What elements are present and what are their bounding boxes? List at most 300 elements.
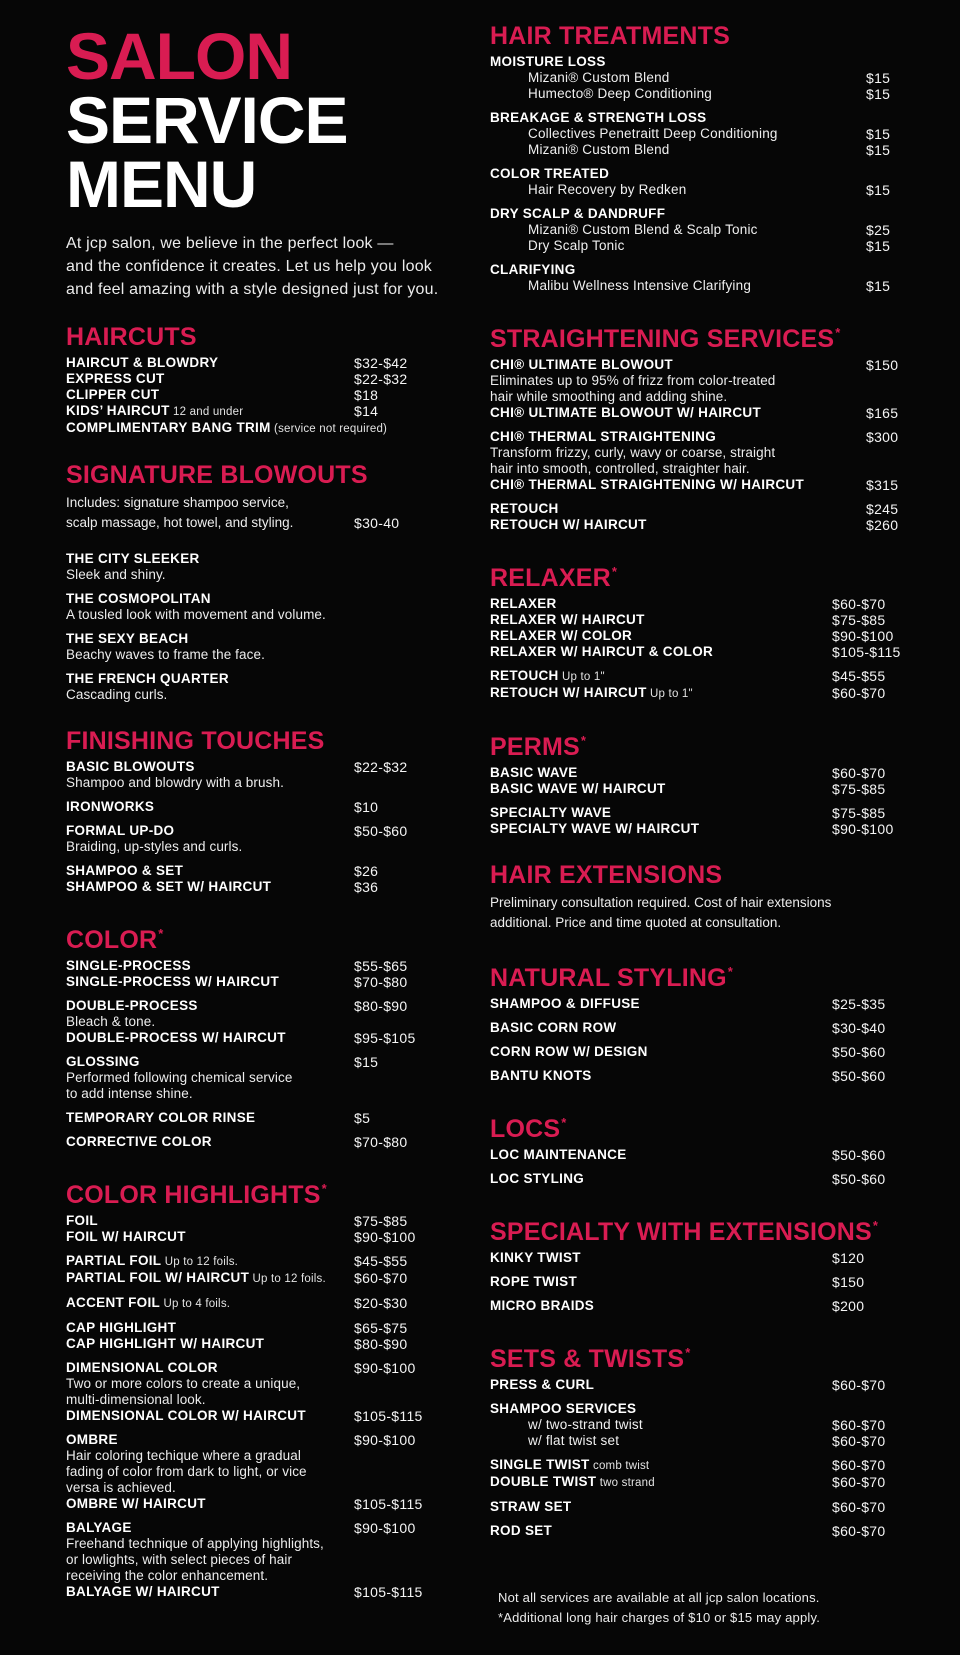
description-line: receiving the color enhancement. [66,1568,269,1583]
section-title-asterisk: * [158,926,164,941]
service-group [490,166,926,198]
service-name: SINGLE-PROCESS [66,958,191,973]
service-name-wrap [490,54,926,70]
service-description [66,687,458,703]
service-group [66,863,458,895]
section-title-text: HAIR EXTENSIONS [490,861,723,889]
service-price: $60-$70 [832,1523,886,1539]
service-group [66,799,458,815]
service-name: DOUBLE TWIST [490,1474,597,1489]
service-row [490,206,926,222]
service-row [66,974,458,990]
service-price: $50-$60 [832,1068,886,1084]
service-row [490,517,926,533]
service-name: BREAKAGE & STRENGTH LOSS [490,110,707,125]
service-description [66,839,458,855]
service-name: RETOUCH W/ HAIRCUT [490,517,647,532]
section-title [490,959,926,991]
service-name: CHI® THERMAL STRAIGHTENING W/ HAIRCUT [490,477,805,492]
service-name: Mizani® Custom Blend [528,142,670,157]
service-name: STRAW SET [490,1499,572,1514]
service-row [66,1054,458,1102]
service-row [66,1520,458,1584]
service-price: $15 [866,238,891,254]
description-line: Eliminates up to 95% of frizz from color-treated [490,373,776,388]
service-price: $60-$70 [832,1417,886,1433]
service-name: SHAMPOO & DIFFUSE [490,996,640,1011]
service-name: BALYAGE W/ HAIRCUT [66,1584,220,1599]
service-row [66,958,458,974]
service-name: DOUBLE-PROCESS [66,998,198,1013]
service-name: LOC MAINTENANCE [490,1147,627,1162]
service-name: KINKY TWIST [490,1250,581,1265]
intro-line: and the confidence it creates. Let us help you look [66,258,432,275]
service-row [490,278,926,294]
section-haircuts [66,325,458,437]
service-group [66,1054,458,1102]
service-group [490,1401,926,1449]
service-row [490,429,926,477]
service-price: $50-$60 [354,823,408,839]
section-hair-treatments [490,24,926,294]
service-row [490,1147,926,1163]
service-name: BASIC CORN ROW [490,1020,617,1035]
service-group [490,1020,926,1036]
service-name: BANTU KNOTS [490,1068,592,1083]
service-name: CHI® ULTIMATE BLOWOUT [490,357,673,372]
service-group [66,1253,458,1287]
section-title [490,863,926,888]
service-group [66,1134,458,1150]
service-name: CLARIFYING [490,262,576,277]
service-group [490,1457,926,1491]
intro-line: and feel amazing with a style designed just for you. [66,281,439,298]
service-name: Humecto® Deep Conditioning [528,86,712,101]
service-description [66,1536,458,1584]
service-name: Mizani® Custom Blend & Scalp Tonic [528,222,758,237]
service-name-wrap [66,879,458,895]
section-hair-extensions [490,863,926,933]
service-group [490,262,926,294]
service-row [66,823,458,855]
service-name: RETOUCH [490,668,559,683]
service-price: $36 [354,879,379,895]
service-name-wrap [490,429,926,445]
section-signature-blowouts [66,463,458,703]
description-line: Hair coloring techique where a gradual [66,1448,301,1463]
footer-line: Not all services are available at all jcp salon locations. [498,1590,820,1605]
service-name: Mizani® Custom Blend [528,70,670,85]
service-name: SHAMPOO & SET W/ HAIRCUT [66,879,272,894]
service-name: RELAXER W/ HAIRCUT & COLOR [490,644,714,659]
service-description [490,445,926,477]
section-lead-text [490,893,926,933]
service-name: Hair Recovery by Redken [528,182,687,197]
service-name: RETOUCH W/ HAIRCUT [490,685,647,700]
section-lead-price: $30-40 [354,515,400,531]
service-price: $14 [354,403,379,419]
description-line: A tousled look with movement and volume. [66,607,326,622]
section-title [66,729,458,754]
service-name-wrap [66,387,458,403]
service-row [66,631,458,663]
service-description [66,607,458,623]
service-name: SHAMPOO SERVICES [490,1401,637,1416]
section-title-asterisk: * [872,1218,879,1233]
section-straightening-services [490,320,926,533]
service-name: SPECIALTY WAVE W/ HAIRCUT [490,821,700,836]
page-title [66,19,458,221]
service-price: $15 [866,142,891,158]
service-price: $10 [354,799,379,815]
service-name: Collectives Penetraitt Deep Conditioning [528,126,778,141]
service-group [490,110,926,158]
service-price: $75-$85 [832,805,886,821]
footer-disclaimer [498,1588,928,1628]
service-description [66,1376,458,1408]
service-row [490,644,926,660]
section-title-text: COLOR [66,926,158,954]
service-name: MICRO BRAIDS [490,1298,595,1313]
service-group [490,501,926,533]
service-group [66,823,458,855]
service-group [490,765,926,797]
service-row [490,238,926,254]
service-row [66,1336,458,1352]
service-price: $32-$42 [354,355,408,371]
service-group [490,1068,926,1084]
lead-line: scalp massage, hot towel, and styling. [66,515,294,530]
service-price: $105-$115 [832,644,901,660]
service-row [66,1270,458,1287]
service-name: LOC STYLING [490,1171,585,1186]
service-row [490,1274,926,1290]
service-row [66,1360,458,1408]
section-finishing-touches [66,729,458,895]
service-name: ROD SET [490,1523,553,1538]
service-row [66,1134,458,1150]
service-name-wrap [490,357,926,373]
service-price: $90-$100 [354,1432,416,1448]
service-price: $50-$60 [832,1147,886,1163]
service-price: $45-$55 [354,1253,408,1269]
service-name: ROPE TWIST [490,1274,577,1289]
service-price: $70-$80 [354,1134,408,1150]
section-title-text: PERMS [490,733,580,761]
description-line: to add intense shine. [66,1086,193,1101]
service-name: BALYAGE [66,1520,132,1535]
description-line: Two or more colors to create a unique, [66,1376,301,1391]
service-price: $260 [866,517,899,533]
section-lead [66,493,458,533]
service-price: $50-$60 [832,1171,886,1187]
intro-line: At jcp salon, we believe in the perfect look — [66,235,394,252]
service-row [66,799,458,815]
section-title-asterisk: * [835,325,841,340]
service-row [490,126,926,142]
section-specialty-with-extensions [490,1213,926,1314]
service-name: THE FRENCH QUARTER [66,671,229,686]
service-name-wrap [490,262,926,278]
service-row [66,1408,458,1424]
service-price: $22-$32 [354,759,408,775]
service-row [490,1401,926,1417]
service-row [66,998,458,1030]
service-name: KIDS’ HAIRCUT [66,403,170,418]
service-price: $15 [866,126,891,142]
service-group [66,998,458,1046]
service-name: SINGLE TWIST [490,1457,590,1472]
service-row [490,781,926,797]
section-title-text: LOCS [490,1115,561,1143]
service-row [490,262,926,278]
description-line: Transform frizzy, curly, wavy or coarse, straight [490,445,776,460]
service-row [490,86,926,102]
service-price: $26 [354,863,379,879]
service-row [490,1068,926,1084]
service-row [66,591,458,623]
service-row [490,501,926,517]
service-row [490,805,926,821]
service-price: $90-$100 [354,1229,416,1245]
service-description [66,775,458,791]
service-price: $80-$90 [354,998,408,1014]
description-line: hair while smoothing and adding shine. [490,389,728,404]
service-row [66,403,458,420]
service-row [490,1474,926,1491]
service-row [490,1044,926,1060]
service-price: $60-$70 [354,1270,408,1286]
service-name: DIMENSIONAL COLOR [66,1360,218,1375]
service-price: $15 [866,70,891,86]
service-row [490,182,926,198]
service-price: $105-$115 [354,1584,423,1600]
service-group [490,1523,926,1539]
sections-right [490,24,926,1539]
section-sets-twists [490,1340,926,1539]
service-row [490,142,926,158]
service-group [490,429,926,493]
service-name: FOIL W/ HAIRCUT [66,1229,186,1244]
section-title [66,463,458,488]
service-price: $60-$70 [832,1499,886,1515]
service-name: Dry Scalp Tonic [528,238,625,253]
service-price: $45-$55 [832,668,886,684]
description-line: Freehand technique of applying highlights, [66,1536,324,1551]
service-group [66,1520,458,1600]
service-name: FOIL [66,1213,98,1228]
service-name: RELAXER W/ HAIRCUT [490,612,645,627]
service-price: $150 [866,357,899,373]
section-title-text: COLOR HIGHLIGHTS [66,1181,321,1209]
service-group [490,1171,926,1187]
lead-line: additional. Price and time quoted at consultation. [490,915,782,930]
service-row [66,879,458,895]
service-name: PARTIAL FOIL W/ HAIRCUT [66,1270,250,1285]
service-row [490,54,926,70]
section-title-asterisk: * [685,1345,691,1360]
service-price: $245 [866,501,899,517]
service-name: GLOSSING [66,1054,140,1069]
service-row [490,668,926,685]
service-price: $70-$80 [354,974,408,990]
service-row [66,551,458,583]
service-name-wrap [490,517,926,533]
lead-line: Preliminary consultation required. Cost of hair extensions [490,895,832,910]
service-row [490,1171,926,1187]
service-note: 12 and under [169,406,244,418]
service-name: ACCENT FOIL [66,1295,161,1310]
service-note: Up to 1" [558,671,605,683]
section-color [66,921,458,1150]
service-price: $80-$90 [354,1336,408,1352]
service-group [490,1274,926,1290]
service-price: $90-$100 [354,1360,416,1376]
service-price: $55-$65 [354,958,408,974]
service-group [490,54,926,102]
service-row [490,612,926,628]
service-group [490,805,926,837]
service-name: SPECIALTY WAVE [490,805,612,820]
sections-left [66,325,458,1600]
service-row [490,596,926,612]
service-note: Up to 1" [646,688,693,700]
service-group [490,996,926,1012]
description-line: Sleek and shiny. [66,567,166,582]
service-row [490,70,926,86]
section-title-asterisk: * [611,564,618,579]
section-title [66,921,458,953]
service-description [66,647,458,663]
service-price: $120 [832,1250,865,1266]
service-price: $90-$100 [832,628,894,644]
service-group [66,759,458,791]
service-price: $60-$70 [832,1474,886,1490]
service-name-wrap [490,405,926,421]
service-group [66,1213,458,1245]
description-line: or lowlights, with select pieces of hair [66,1552,293,1567]
description-line: Performed following chemical service [66,1070,293,1085]
service-price: $50-$60 [832,1044,886,1060]
service-name: DIMENSIONAL COLOR W/ HAIRCUT [66,1408,306,1423]
section-title-text: SPECIALTY WITH EXTENSIONS [490,1218,872,1246]
service-row [490,685,926,702]
description-line: Braiding, up-styles and curls. [66,839,243,854]
service-row [66,355,458,371]
service-name: w/ two-strand twist [528,1417,643,1432]
service-note: (service not required) [270,423,388,435]
service-row [66,420,458,437]
service-name: BASIC WAVE [490,765,578,780]
service-row [490,166,926,182]
service-name: CORRECTIVE COLOR [66,1134,212,1149]
service-name: Malibu Wellness Intensive Clarifying [528,278,752,293]
service-row [66,671,458,703]
service-row [66,759,458,791]
description-line: Beachy waves to frame the face. [66,647,265,662]
service-name-wrap [490,477,926,493]
service-row [66,1295,458,1312]
section-color-highlights [66,1176,458,1600]
service-price: $60-$70 [832,1433,886,1449]
service-name: HAIRCUT & BLOWDRY [66,355,219,370]
service-group [66,355,458,437]
service-name-wrap [490,166,926,182]
service-group [490,1147,926,1163]
service-row [490,110,926,126]
service-row [490,996,926,1012]
service-price: $20-$30 [354,1295,408,1311]
service-name: SHAMPOO & SET [66,863,184,878]
lead-line: Includes: signature shampoo service, [66,495,289,510]
service-name-wrap [490,206,926,222]
service-price: $15 [354,1054,379,1070]
service-name: CAP HIGHLIGHT [66,1320,177,1335]
service-name: OMBRE W/ HAIRCUT [66,1496,206,1511]
service-row [490,1523,926,1539]
service-name: THE SEXY BEACH [66,631,189,646]
section-title [490,24,926,49]
service-name: MOISTURE LOSS [490,54,606,69]
service-price: $165 [866,405,899,421]
service-name: PARTIAL FOIL [66,1253,162,1268]
section-title-text: SIGNATURE BLOWOUTS [66,461,368,489]
section-title-asterisk: * [321,1181,327,1196]
service-row [490,1433,926,1449]
service-group [490,1499,926,1515]
service-name-wrap [66,1110,458,1126]
section-title-text: RELAXER [490,564,611,592]
service-name: PRESS & CURL [490,1377,595,1392]
service-name-wrap [66,1054,458,1070]
service-description [490,373,926,405]
service-row [66,1110,458,1126]
column-left [66,19,458,1600]
service-row [490,1020,926,1036]
service-row [66,1584,458,1600]
service-name-wrap [66,591,458,607]
service-row [66,1030,458,1046]
service-name-wrap [66,671,458,687]
section-natural-styling [490,959,926,1084]
service-row [490,1499,926,1515]
service-price: $25-$35 [832,996,886,1012]
service-price: $315 [866,477,899,493]
service-name: CHI® ULTIMATE BLOWOUT W/ HAIRCUT [490,405,762,420]
service-row [490,222,926,238]
service-name: THE COSMOPOLITAN [66,591,211,606]
description-line: multi-dimensional look. [66,1392,206,1407]
service-row [490,1457,926,1474]
service-group [490,1298,926,1314]
description-line: fading of color from dark to light, or vice [66,1464,307,1479]
service-note: Up to 12 foils. [161,1256,239,1268]
section-title-asterisk: * [580,733,587,748]
service-note: Up to 4 foils. [160,1298,231,1310]
service-group [66,958,458,990]
service-name: BASIC WAVE W/ HAIRCUT [490,781,666,796]
service-name: COMPLIMENTARY BANG TRIM [66,420,271,435]
service-price: $5 [354,1110,371,1126]
description-line: Cascading curls. [66,687,168,702]
intro-text [66,232,458,301]
service-price: $18 [354,387,379,403]
service-name: CHI® THERMAL STRAIGHTENING [490,429,716,444]
service-price: $15 [866,182,891,198]
service-description [66,567,458,583]
service-row [66,1496,458,1512]
service-price: $25 [866,222,891,238]
